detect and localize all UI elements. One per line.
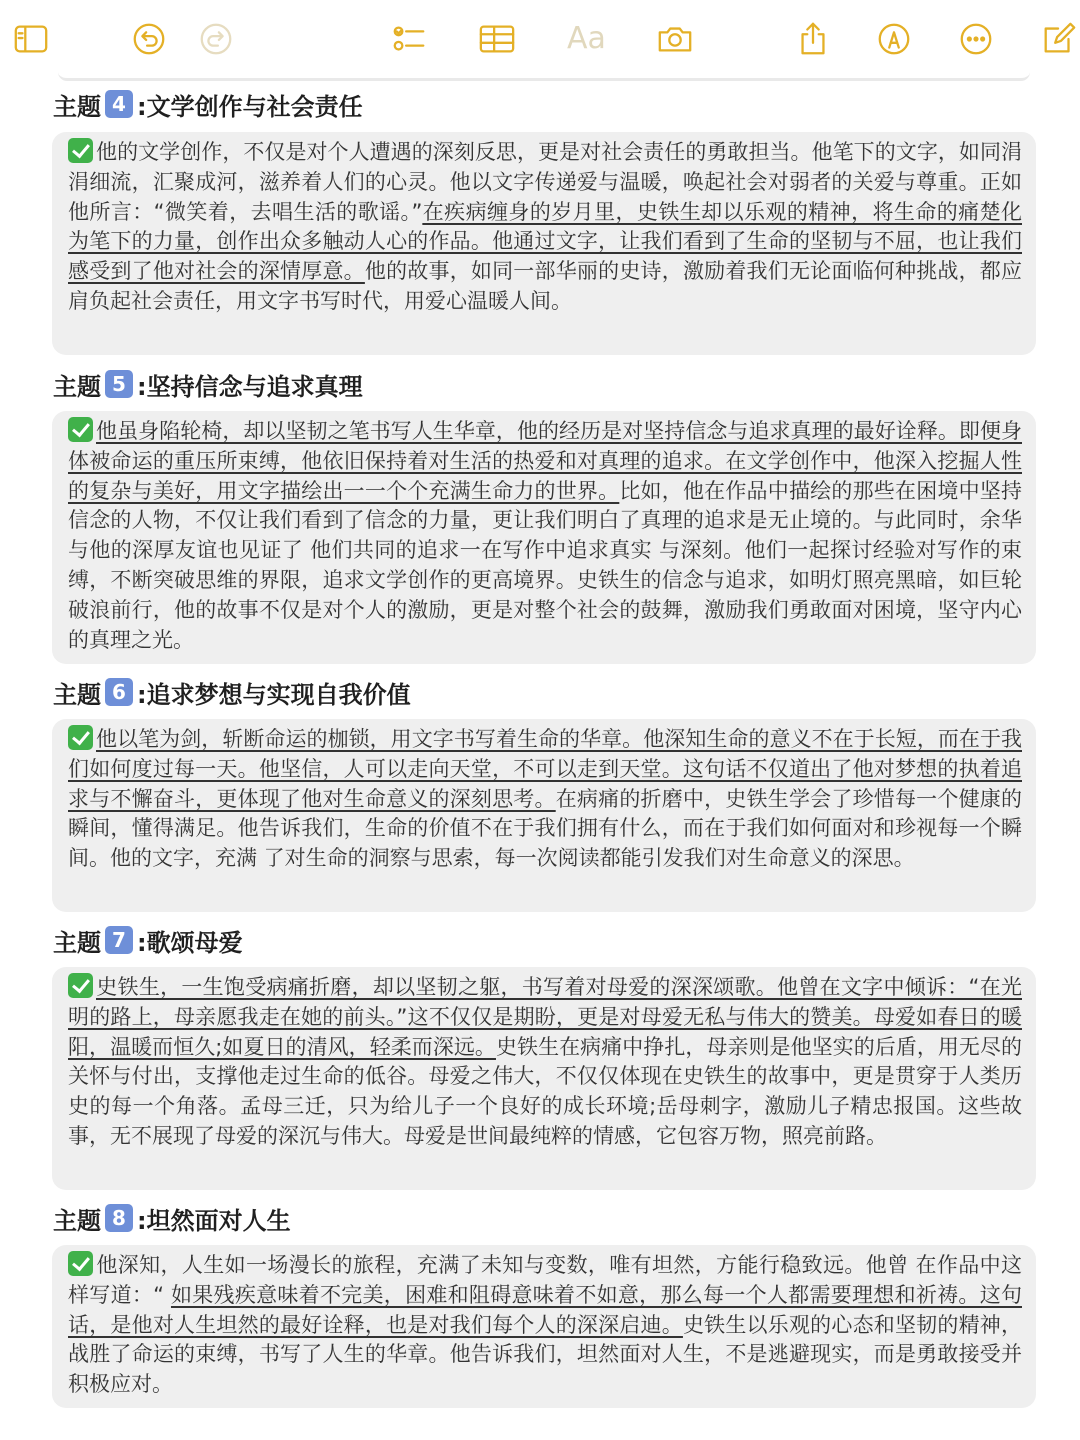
card-text-underlined: 在疾病缠身的岁月里，史铁生却以乐观的精神，将生命的痛楚化为笔下的力量，创作出众多触动人心的作品。他通过文字，让我们看到了生命的坚韧与不屈，也让我们感受到了他对社会的深情厚意。 (68, 199, 1022, 284)
card-text: 他的故事，如同一部华丽的史诗，激励着我们无论面临何种挑战，都应肩负起社会责任，用文字书写时代，用爱心温暖人间。 (68, 259, 1023, 313)
heading-prefix: 主题 (53, 680, 101, 709)
card-text-underlined: 如果残疾意味着不完美，困难和阻碍意味着不如意，那么每一个人都需要理想和祈祷。这句话，是他对人生坦然的最好诠释，也是对我们每个人的深深启迪。 (68, 1282, 1022, 1337)
section-card[interactable] (52, 719, 1036, 912)
section-heading (53, 86, 363, 122)
card-text-underlined: 他虽身陷轮椅，却以坚韧之笔书写人生华章，他的经历是对坚持信念与追求真理的最好诠释。即便身体被命运的重压所束缚，他依旧保持着对生活的热爱和对真理的追求。在文学创作中，他深入挖掘人性的复杂与美好，用文字描绘出一一个个充满生命力的世界。 (68, 419, 1022, 503)
heading-prefix: 主题 (53, 92, 101, 121)
checklist-icon[interactable] (388, 18, 430, 60)
heading-title: :追求梦想与实现自我价值 (137, 680, 411, 709)
heading-prefix: 主题 (53, 372, 101, 401)
camera-icon[interactable] (654, 18, 696, 60)
heading-title: :坦然面对人生 (137, 1206, 291, 1235)
heading-title: :坚持信念与追求真理 (137, 372, 363, 401)
format-button[interactable]: Aa (567, 21, 606, 56)
section-heading (53, 1200, 291, 1236)
card-text: 史铁生在病痛中挣扎，母亲则是他坚实的后盾，用无尽的关怀与付出，支撑他走过生命的低谷。母爱之伟大，不仅仅体现在史铁生的故事中，更是贯穿于人类历史的每一个角落。孟母三迁，只为给儿子一个良好的成长环境;岳母刺字，激励儿子精忠报国。这些故事，无不展现了母爱的深沉与伟大。母爱是世间最纯粹的情感，它包容万物，照亮前路。 (68, 1034, 1023, 1148)
number-badge: 7 (105, 926, 133, 954)
previous-block-edge (58, 72, 1030, 81)
card-text-underlined: 史铁生，一生饱受病痛折磨，却以坚韧之躯，书写着对母爱的深深颂歌。他曾在文字中倾诉：“在光明的路上，母亲愿我走在她的前头。”这不仅仅是期盼，更是对母爱无私与伟大的赞美。母爱如春日的暖阳，温暖而恒久;如夏日的清风，轻柔而深远。 (68, 975, 1022, 1059)
section-card[interactable] (52, 132, 1036, 355)
number-badge: 6 (105, 678, 133, 706)
compose-icon[interactable] (1038, 18, 1080, 60)
number-badge: 4 (105, 90, 133, 118)
check-mark-icon (68, 138, 93, 163)
check-mark-icon (68, 417, 93, 442)
heading-prefix: 主题 (53, 1206, 101, 1235)
redo-icon[interactable] (195, 18, 237, 60)
notes-toolbar (0, 0, 1080, 78)
table-icon[interactable] (476, 18, 518, 60)
heading-title: :歌颂母爱 (137, 928, 243, 957)
share-icon[interactable] (792, 18, 834, 60)
more-icon[interactable] (955, 18, 997, 60)
card-text: 他的文学创作，不仅是对个人遭遇的深刻反思，更是对社会责任的勇敢担当。他笔下的文字，如同涓涓细流，汇聚成河，滋养着人们的心灵。他以文字传递爱与温暖，唤起社会对弱者的关爱与尊重。正如他所言：“微笑着，去唱生活的歌谣。” (68, 140, 1022, 224)
heading-title: :文学创作与社会责任 (137, 92, 363, 121)
section-card[interactable] (52, 1245, 1036, 1408)
check-mark-icon (68, 973, 93, 998)
card-text-underlined: 他以笔为剑，斩断命运的枷锁，用文字书写着生命的华章。他深知生命的意义不在于长短，而在于我们如何度过每一天。他坚信，人可以走向天堂，不可以走到天堂。这句话不仅道出了他对梦想的执着追求与不懈奋斗，更体现了他对生命意义的深刻思考。 (68, 727, 1022, 811)
card-text: 史铁生以乐观的心态和坚韧的精神，战胜了命运的束缚，书写了人生的华章。他告诉我们，坦然面对人生，不是逃避现实，而是勇敢接受并积极应对。 (68, 1312, 1023, 1397)
section-heading (53, 922, 243, 958)
card-text: 在病痛的折磨中，史铁生学会了珍惜每一个健康的瞬间，懂得满足。他告诉我们，生命的价值不在于我们拥有什么，而在于我们如何面对和珍视每一个瞬间。他的文字，充满 了对生命的洞察与思索，每一次阅读都能引发我们对生命意义的深思。 (68, 786, 1022, 871)
heading-prefix: 主题 (53, 928, 101, 957)
section-heading (53, 366, 363, 402)
section-heading (53, 674, 411, 710)
check-mark-icon (68, 725, 93, 750)
card-text: 比如，他在作品中描绘的那些在困境中坚持信念的人物，不仅让我们看到了信念的力量，更让我们明白了真理的追求是无止境的。与此同时，余华与他的深厚友谊也见证了 他们共同的追求一在写作中追求真实 与深刻。他们一起探讨经验对写作的束缚，不断突破思维的界限，追求文学创作的更高境界。史铁生的信念与追求，如明灯照亮黑暗，如巨轮破浪前行，他的故事不仅是对个人的激励，更是对整个社会的鼓舞，激励我们勇敢面对困境，坚守内心的真理之光。 (68, 478, 1023, 652)
undo-icon[interactable] (128, 18, 170, 60)
section-card[interactable] (52, 411, 1036, 664)
section-card[interactable] (52, 967, 1036, 1190)
sidebar-icon[interactable] (10, 18, 52, 60)
markup-icon[interactable] (873, 18, 915, 60)
card-text: 他深知，人生如一场漫长的旅程，充满了未知与变数，唯有坦然，方能行稳致远。他曾 在作品中这样写道：“ (68, 1253, 1022, 1307)
check-mark-icon (68, 1251, 93, 1276)
number-badge: 8 (105, 1204, 133, 1232)
number-badge: 5 (105, 370, 133, 398)
